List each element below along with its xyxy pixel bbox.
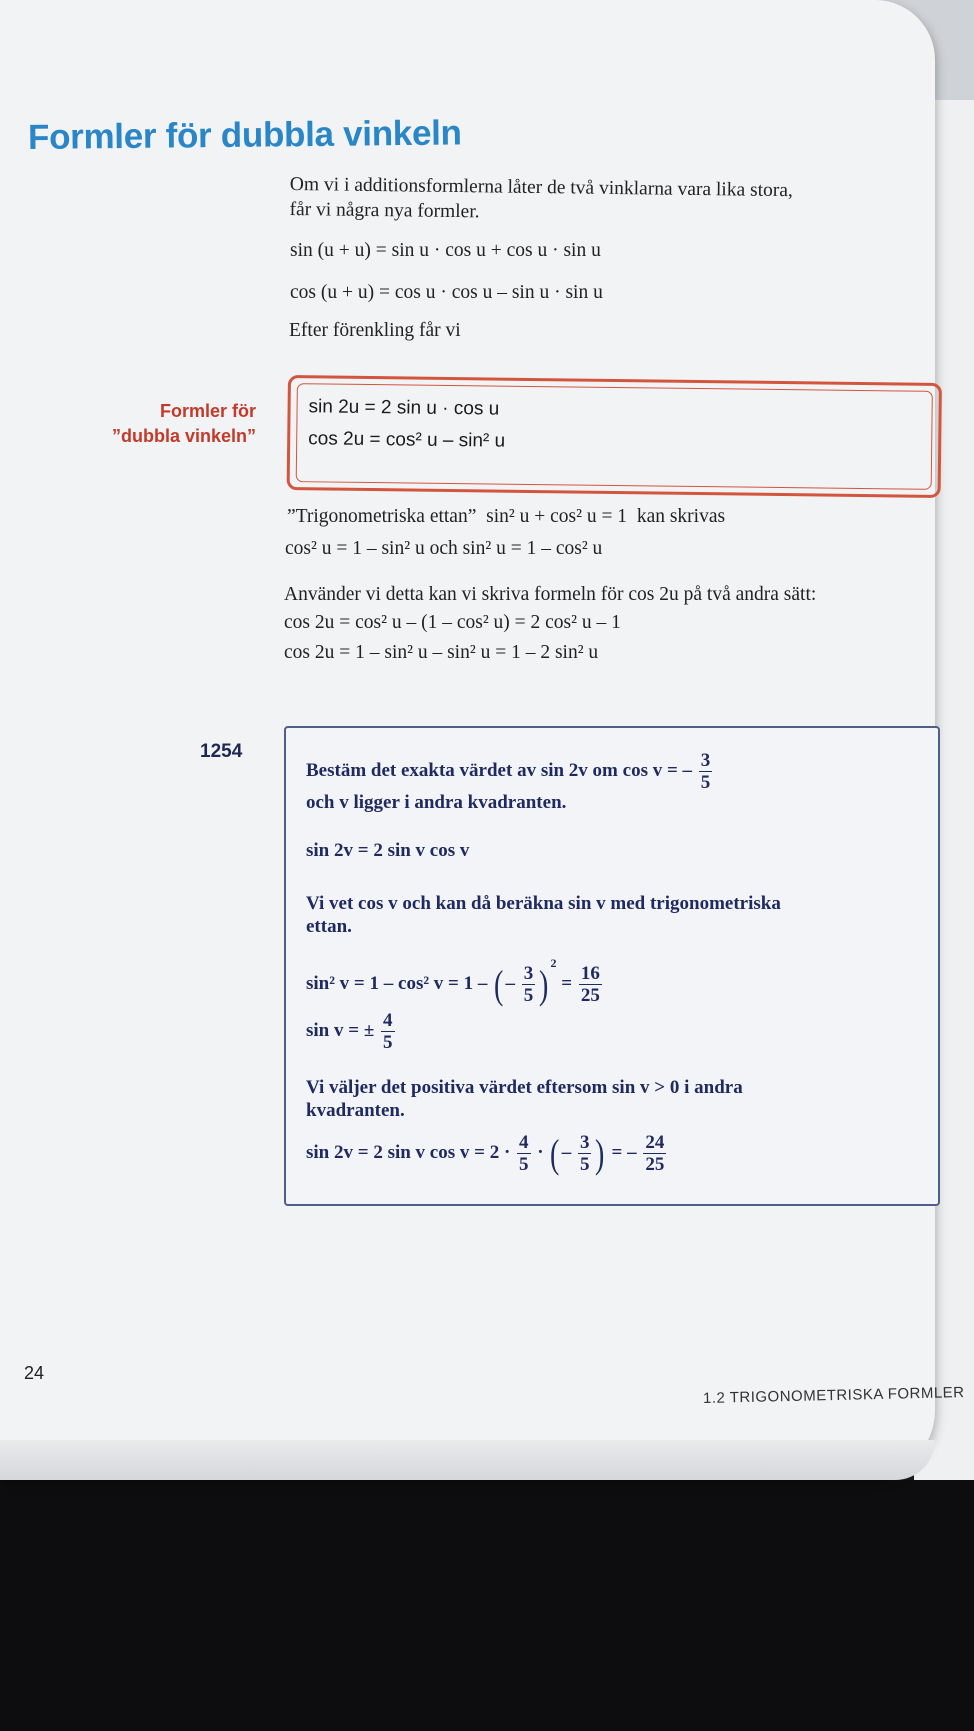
rewrite-formula-1: cos 2u = cos² u – (1 – cos² u) = 2 cos² u – 1: [284, 612, 621, 633]
formula-cos-sum: cos (u + u) = cos u · cos u – sin u · sin u: [290, 282, 603, 303]
identities-line: cos² u = 1 – sin² u och sin² u = 1 – cos² u: [285, 538, 603, 559]
background-dark: [0, 1480, 974, 1731]
trig-one-tail: kan skrivas: [636, 506, 726, 527]
step-6-sign: –: [561, 1141, 572, 1163]
box-formula-cos: cos 2u = cos² u – sin² u: [308, 428, 506, 452]
fraction-numerator: 3: [700, 750, 711, 771]
fraction-denominator: 5: [579, 1154, 590, 1175]
fraction-numerator: 3: [579, 1132, 590, 1153]
step-3-lhs: sin² v = 1 – cos² v = 1 –: [306, 973, 488, 994]
formula-sin-sum: sin (u + u) = sin u · cos u + cos u · sin u: [290, 240, 601, 261]
trig-one-lead: ”Trigonometriska ettan”: [287, 506, 477, 527]
step-6-fraction-1: [517, 1132, 531, 1175]
exponent: 2: [550, 956, 557, 970]
intro-line-1: Om vi i additionsformlerna låter de två vinklarna vara lika stora,: [289, 173, 793, 202]
after-simplification-text: Efter förenkling får vi: [289, 320, 461, 341]
example-task-line-1: [306, 750, 714, 793]
equals-sign: =: [561, 973, 573, 994]
left-paren: (: [550, 1131, 560, 1176]
formula-box-label: [80, 399, 256, 449]
fraction-denominator: 5: [383, 1032, 393, 1053]
fraction-denominator: 25: [580, 985, 600, 1007]
step-4-lhs: sin v = ±: [306, 1019, 375, 1041]
example-step-4: [306, 1010, 397, 1053]
example-step-3: [306, 956, 604, 1008]
trig-one-equation: sin² u + cos² u = 1: [486, 506, 628, 527]
step-3-sign: –: [505, 973, 515, 994]
fraction-denominator: 5: [523, 985, 534, 1007]
example-step-5: [306, 1076, 743, 1122]
fraction-denominator: 5: [519, 1154, 529, 1175]
example-step-2: [306, 892, 781, 938]
example-number: 1254: [200, 741, 243, 762]
multiply-dot: ·: [537, 1141, 544, 1163]
page-edge: [0, 1440, 935, 1480]
right-paren: ): [595, 1131, 605, 1176]
double-angle-formula-box: [287, 375, 942, 498]
step-5-line-2: kvadranten.: [306, 1100, 405, 1121]
equals-minus: = –: [611, 1141, 637, 1163]
formula-box-label-line-1: Formler för: [159, 401, 256, 421]
step-6-result-fraction: [643, 1132, 666, 1175]
fraction-numerator: 24: [645, 1132, 665, 1153]
formula-box-label-line-2: ”dubbla vinkeln”: [111, 426, 256, 446]
left-paren: (: [494, 962, 504, 1008]
step-4-fraction: [381, 1010, 395, 1053]
page-number: 24: [24, 1363, 45, 1383]
step-5-line-1: Vi väljer det positiva värdet eftersom sin v > 0 i andra: [306, 1077, 743, 1098]
page-title: Formler för dubbla vinkeln: [27, 113, 462, 157]
step-6-fraction-2: [578, 1132, 592, 1175]
step-3-result-fraction: [579, 963, 602, 1006]
fraction-numerator: 4: [519, 1132, 529, 1153]
fraction-numerator: 4: [383, 1010, 393, 1031]
right-paren: ): [539, 962, 549, 1008]
step-2-line-2: ettan.: [306, 916, 352, 937]
trig-one-line: [287, 506, 725, 528]
step-2-line-1: Vi vet cos v och kan då beräkna sin v med trigonometriska: [306, 893, 781, 914]
task-text: Bestäm det exakta värdet av sin 2v om cos v = –: [306, 759, 693, 781]
intro-line-2: får vi några nya formler.: [289, 198, 480, 223]
example-step-1: sin 2v = 2 sin v cos v: [306, 840, 470, 861]
step-3-inner-fraction: [522, 963, 536, 1006]
fraction-denominator: 5: [700, 772, 711, 793]
running-head: 1.2 TRIGONOMETRISKA FORMLER: [702, 1384, 965, 1407]
task-fraction: [699, 750, 713, 793]
example-step-6: [306, 1130, 668, 1177]
rewrite-text: Använder vi detta kan vi skriva formeln för cos 2u på två andra sätt:: [284, 584, 817, 605]
fraction-numerator: 16: [580, 963, 600, 985]
fraction-denominator: 25: [645, 1154, 665, 1175]
fraction-numerator: 3: [523, 963, 534, 985]
step-6-lhs: sin 2v = 2 sin v cos v = 2 ·: [306, 1141, 511, 1163]
intro-paragraph: [289, 172, 793, 228]
rewrite-formula-2: cos 2u = 1 – sin² u – sin² u = 1 – 2 sin² u: [284, 642, 599, 663]
example-task-line-2: och v ligger i andra kvadranten.: [306, 792, 567, 813]
box-formula-sin: sin 2u = 2 sin u · cos u: [308, 396, 500, 420]
example-box: [284, 726, 940, 1206]
